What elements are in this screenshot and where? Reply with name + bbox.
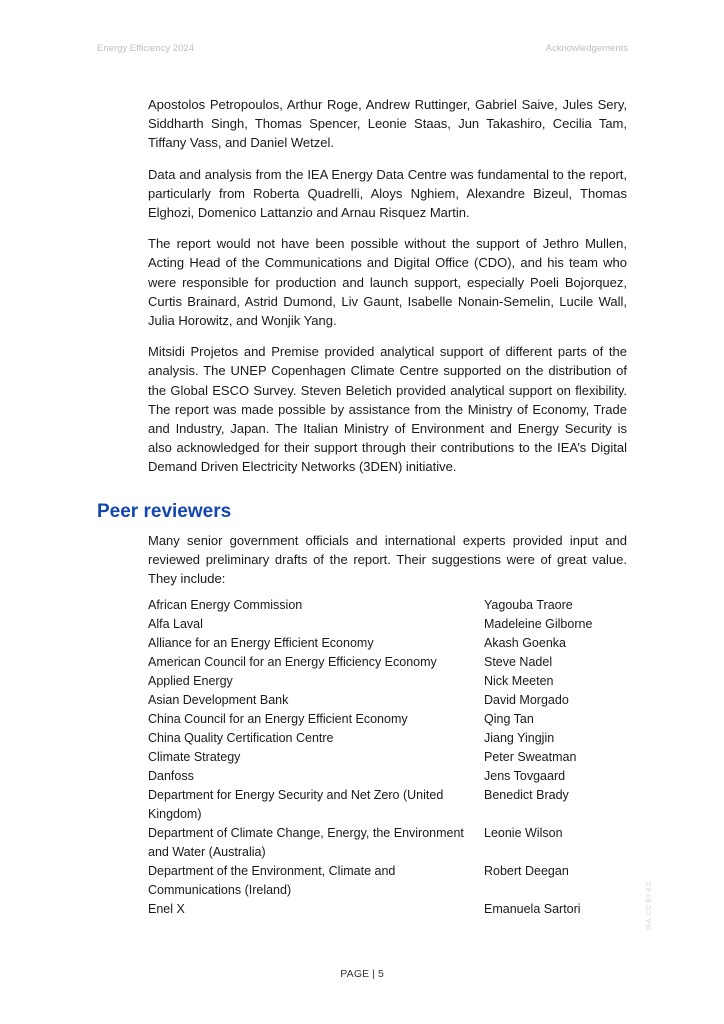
- reviewer-row: [148, 634, 627, 653]
- reviewer-name: Qing Tan: [484, 712, 534, 726]
- reviewer-organisation: Asian Development Bank: [148, 693, 289, 707]
- reviewer-organisation: Applied Energy: [148, 674, 233, 688]
- reviewer-row: [148, 900, 627, 919]
- reviewer-row: [148, 824, 627, 862]
- reviewer-row: [148, 786, 627, 824]
- reviewer-name: Steve Nadel: [484, 655, 553, 669]
- running-header-section: Acknowledgements: [545, 43, 628, 54]
- reviewer-organisation: China Council for an Energy Efficient Economy: [148, 712, 408, 726]
- reviewer-list: [148, 596, 627, 919]
- reviewer-name: Peter Sweatman: [484, 750, 577, 764]
- reviewer-row: [148, 672, 627, 691]
- reviewer-organisation: African Energy Commission: [148, 598, 303, 612]
- reviewer-organisation: American Council for an Energy Efficiency Economy: [148, 655, 437, 669]
- reviewer-name: Akash Goenka: [484, 636, 566, 650]
- page-label: PAGE: [340, 968, 370, 980]
- reviewer-row: [148, 729, 627, 748]
- reviewer-name: Nick Meeten: [484, 674, 554, 688]
- reviewer-name: Benedict Brady: [484, 788, 569, 802]
- reviewer-row: [148, 691, 627, 710]
- page-number: 5: [377, 968, 384, 980]
- peer-reviewers-intro: [148, 531, 627, 601]
- reviewer-name: Madeleine Gilborne: [484, 617, 593, 631]
- reviewer-organisation: Danfoss: [148, 769, 194, 783]
- reviewer-organisation: China Quality Certification Centre: [148, 731, 334, 745]
- reviewer-organisation: Department of Climate Change, Energy, the Environment and Water (Australia): [148, 826, 464, 859]
- reviewer-row: [148, 653, 627, 672]
- reviewer-name: Emanuela Sartori: [484, 902, 581, 916]
- reviewer-organisation: Alfa Laval: [148, 617, 203, 631]
- paragraph: Mitsidi Projetos and Premise provided analytical support of different parts of the analysis. The UNEP Copenhagen Climate Centre supported on the distribution of the Global ESCO Survey. Steven Beletich provided analytical support on flexibility. The report was made possible by assistance from the Ministry of Economy, Trade and Industry, Japan. The Italian Ministry of Environment and Energy Security is also acknowledged for their support through their contributions to the IEA’s Digital Demand Driven Electricity Networks (3DEN) initiative.: [148, 344, 627, 475]
- reviewer-name: Robert Deegan: [484, 864, 569, 878]
- reviewer-row: [148, 767, 627, 786]
- paragraph: Many senior government officials and international experts provided input and reviewed preliminary drafts of the report. Their suggestions were of great value. They include:: [148, 533, 627, 587]
- reviewer-row: [148, 615, 627, 634]
- reviewer-row: [148, 596, 627, 615]
- reviewer-organisation: Department of the Environment, Climate and Communications (Ireland): [148, 864, 396, 897]
- reviewer-name: David Morgado: [484, 693, 569, 707]
- paragraph: Apostolos Petropoulos, Arthur Roge, Andrew Ruttinger, Gabriel Saive, Jules Sery, Siddharth Singh, Thomas Spencer, Leonie Staas, Jun Takashiro, Cecilia Tam, Tiffany Vass, and Daniel Wetzel.: [148, 97, 627, 151]
- page-footer: [0, 968, 724, 980]
- reviewer-row: [148, 710, 627, 729]
- reviewer-row: [148, 862, 627, 900]
- reviewer-organisation: Alliance for an Energy Efficient Economy: [148, 636, 374, 650]
- license-notice: IEA. CC BY 4.0.: [646, 879, 653, 930]
- reviewer-name: Yagouba Traore: [484, 598, 573, 612]
- running-header-title: Energy Efficiency 2024: [97, 43, 194, 54]
- acknowledgement-body: [148, 95, 627, 489]
- section-heading-peer-reviewers: Peer reviewers: [97, 501, 232, 522]
- reviewer-name: Leonie Wilson: [484, 826, 563, 840]
- paragraph: Data and analysis from the IEA Energy Data Centre was fundamental to the report, particularly from Roberta Quadrelli, Aloys Nghiem, Alexandre Bizeul, Thomas Elghozi, Domenico Lattanzio and Arnau Risquez Martin.: [148, 166, 627, 221]
- reviewer-row: [148, 748, 627, 767]
- reviewer-name: Jens Tovgaard: [484, 769, 566, 783]
- page-separator: |: [369, 968, 378, 980]
- paragraph: The report would not have been possible without the support of Jethro Mullen, Acting Head of the Communications and Digital Office (CDO), and his team who were responsible for production and launch support, especially Poeli Bojorquez, Curtis Brainard, Astrid Dumond, Liv Gaunt, Isabelle Nonain-Semelin, Lucile Wall, Julia Horowitz, and Wonjik Yang.: [148, 236, 627, 329]
- reviewer-organisation: Department for Energy Security and Net Zero (United Kingdom): [148, 788, 444, 821]
- reviewer-name: Jiang Yingjin: [484, 731, 555, 745]
- reviewer-organisation: Climate Strategy: [148, 750, 241, 764]
- reviewer-organisation: Enel X: [148, 902, 185, 916]
